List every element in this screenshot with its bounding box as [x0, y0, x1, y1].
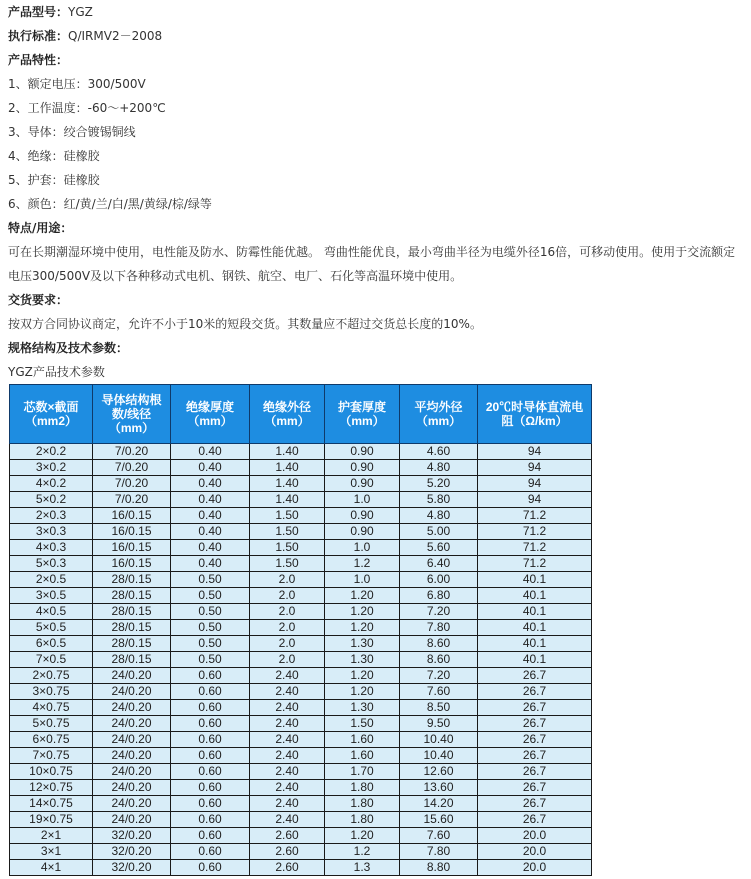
table-cell: 1.30: [325, 636, 400, 652]
usage-title: 特点/用途：: [8, 221, 73, 235]
spec-table: [9, 384, 592, 876]
table-cell: 16/0.15: [93, 508, 171, 524]
table-cell: 7.80: [400, 620, 478, 636]
table-cell: 24/0.20: [93, 668, 171, 684]
table-cell: 9.50: [400, 716, 478, 732]
table-cell: 26.7: [478, 812, 592, 828]
table-cell: 0.90: [325, 444, 400, 460]
table-cell: 0.50: [171, 572, 250, 588]
table-cell: 24/0.20: [93, 764, 171, 780]
table-cell: 0.50: [171, 588, 250, 604]
table-cell: 0.40: [171, 444, 250, 460]
table-cell: 24/0.20: [93, 716, 171, 732]
table-cell: 2×0.5: [10, 572, 93, 588]
table-cell: 40.1: [478, 572, 592, 588]
table-cell: 0.60: [171, 668, 250, 684]
table-cell: 0.60: [171, 860, 250, 876]
table-cell: 19×0.75: [10, 812, 93, 828]
table-cell: 0.50: [171, 620, 250, 636]
table-row: [10, 764, 592, 780]
table-cell: 7/0.20: [93, 492, 171, 508]
table-cell: 6.80: [400, 588, 478, 604]
standard-label: 执行标准：: [8, 29, 69, 43]
table-cell: 1.50: [250, 508, 325, 524]
features-title: 产品特性：: [8, 53, 69, 67]
table-row: [10, 684, 592, 700]
table-cell: 5×0.75: [10, 716, 93, 732]
table-cell: 1.40: [250, 444, 325, 460]
table-cell: 4.80: [400, 508, 478, 524]
table-cell: 3×0.75: [10, 684, 93, 700]
table-row: [10, 796, 592, 812]
header-conductor-structure: 导体结构根数/线径（mm）: [93, 385, 171, 444]
table-cell: 71.2: [478, 540, 592, 556]
table-cell: 0.60: [171, 764, 250, 780]
table-cell: 7/0.20: [93, 476, 171, 492]
delivery-title: 交货要求：: [8, 293, 69, 307]
table-row: [10, 476, 592, 492]
table-cell: 15.60: [400, 812, 478, 828]
feature-item: 1、额定电压：300/500V: [8, 77, 146, 91]
table-cell: 40.1: [478, 652, 592, 668]
table-cell: 0.40: [171, 508, 250, 524]
table-row: [10, 700, 592, 716]
table-cell: 1.0: [325, 572, 400, 588]
table-cell: 26.7: [478, 684, 592, 700]
table-cell: 1.20: [325, 604, 400, 620]
table-row: [10, 780, 592, 796]
table-cell: 5.60: [400, 540, 478, 556]
table-cell: 2.0: [250, 572, 325, 588]
table-row: [10, 812, 592, 828]
table-cell: 16/0.15: [93, 556, 171, 572]
table-cell: 4.80: [400, 460, 478, 476]
table-cell: 28/0.15: [93, 620, 171, 636]
table-cell: 1.50: [250, 540, 325, 556]
table-row: [10, 844, 592, 860]
table-cell: 26.7: [478, 780, 592, 796]
table-cell: 0.40: [171, 460, 250, 476]
table-row: [10, 652, 592, 668]
table-cell: 1.0: [325, 492, 400, 508]
table-cell: 2.40: [250, 732, 325, 748]
table-cell: 6×0.75: [10, 732, 93, 748]
table-cell: 24/0.20: [93, 700, 171, 716]
table-cell: 0.60: [171, 732, 250, 748]
table-cell: 1.20: [325, 828, 400, 844]
table-row: [10, 828, 592, 844]
table-cell: 1.50: [250, 524, 325, 540]
delivery-text: 按双方合同协议商定，允许不小于10米的短段交货。其数量应不超过交货总长度的10%。: [8, 317, 482, 331]
table-header-row: [10, 385, 592, 444]
table-row: [10, 460, 592, 476]
table-cell: 32/0.20: [93, 844, 171, 860]
table-cell: 1.40: [250, 460, 325, 476]
table-cell: 6.00: [400, 572, 478, 588]
table-cell: 0.50: [171, 636, 250, 652]
table-cell: 2.40: [250, 780, 325, 796]
table-cell: 12×0.75: [10, 780, 93, 796]
spec-title: 规格结构及技术参数：: [8, 341, 129, 355]
table-cell: 0.60: [171, 812, 250, 828]
table-cell: 2×0.75: [10, 668, 93, 684]
table-cell: 7.80: [400, 844, 478, 860]
header-insulation-diameter: 绝缘外径（mm）: [250, 385, 325, 444]
table-cell: 1.40: [250, 476, 325, 492]
table-cell: 2.40: [250, 748, 325, 764]
table-cell: 3×0.3: [10, 524, 93, 540]
table-row: [10, 444, 592, 460]
table-cell: 24/0.20: [93, 684, 171, 700]
table-cell: 94: [478, 460, 592, 476]
table-cell: 32/0.20: [93, 828, 171, 844]
table-cell: 5×0.2: [10, 492, 93, 508]
table-cell: 28/0.15: [93, 636, 171, 652]
table-cell: 5×0.3: [10, 556, 93, 572]
table-body: [10, 444, 592, 876]
table-cell: 0.60: [171, 844, 250, 860]
table-cell: 8.60: [400, 652, 478, 668]
table-cell: 4×0.2: [10, 476, 93, 492]
table-cell: 0.60: [171, 700, 250, 716]
table-cell: 26.7: [478, 668, 592, 684]
table-cell: 26.7: [478, 764, 592, 780]
table-cell: 4×0.3: [10, 540, 93, 556]
table-cell: 3×0.5: [10, 588, 93, 604]
table-row: [10, 620, 592, 636]
table-cell: 4×0.75: [10, 700, 93, 716]
table-cell: 40.1: [478, 588, 592, 604]
table-cell: 2.60: [250, 860, 325, 876]
table-cell: 5.20: [400, 476, 478, 492]
feature-item: 5、护套：硅橡胶: [8, 173, 100, 187]
table-cell: 8.50: [400, 700, 478, 716]
table-row: [10, 572, 592, 588]
table-cell: 2.40: [250, 764, 325, 780]
table-row: [10, 604, 592, 620]
header-cores-section: 芯数×截面（mm2）: [10, 385, 93, 444]
table-cell: 10.40: [400, 732, 478, 748]
table-cell: 1.0: [325, 540, 400, 556]
table-cell: 0.90: [325, 460, 400, 476]
table-row: [10, 588, 592, 604]
feature-item: 3、导体：绞合镀锡铜线: [8, 125, 136, 139]
table-cell: 1.60: [325, 748, 400, 764]
table-row: [10, 732, 592, 748]
table-cell: 20.0: [478, 844, 592, 860]
table-cell: 7.60: [400, 828, 478, 844]
table-cell: 5.80: [400, 492, 478, 508]
table-cell: 0.40: [171, 492, 250, 508]
table-cell: 10×0.75: [10, 764, 93, 780]
table-cell: 71.2: [478, 556, 592, 572]
standard-value: Q/IRMV2－2008: [68, 29, 163, 43]
table-cell: 1.20: [325, 588, 400, 604]
table-cell: 26.7: [478, 732, 592, 748]
table-cell: 14.20: [400, 796, 478, 812]
table-cell: 7.60: [400, 684, 478, 700]
feature-item: 6、颜色：红/黄/兰/白/黑/黄绿/棕/绿等: [8, 197, 212, 211]
standard-line: [8, 24, 751, 48]
table-cell: 1.20: [325, 620, 400, 636]
table-cell: 94: [478, 476, 592, 492]
table-cell: 2.40: [250, 684, 325, 700]
table-cell: 0.60: [171, 684, 250, 700]
table-cell: 1.20: [325, 668, 400, 684]
table-cell: 0.60: [171, 828, 250, 844]
table-cell: 5×0.5: [10, 620, 93, 636]
table-cell: 2.0: [250, 588, 325, 604]
table-cell: 6.40: [400, 556, 478, 572]
table-cell: 4×0.5: [10, 604, 93, 620]
table-cell: 26.7: [478, 716, 592, 732]
table-cell: 2.40: [250, 716, 325, 732]
table-cell: 0.60: [171, 796, 250, 812]
table-cell: 0.40: [171, 556, 250, 572]
table-cell: 0.60: [171, 780, 250, 796]
table-row: [10, 540, 592, 556]
table-cell: 26.7: [478, 796, 592, 812]
table-cell: 94: [478, 492, 592, 508]
table-cell: 7/0.20: [93, 460, 171, 476]
table-cell: 1.30: [325, 652, 400, 668]
table-cell: 1.80: [325, 796, 400, 812]
table-cell: 16/0.15: [93, 524, 171, 540]
table-cell: 3×0.2: [10, 460, 93, 476]
table-cell: 40.1: [478, 620, 592, 636]
table-cell: 12.60: [400, 764, 478, 780]
table-cell: 1.50: [250, 556, 325, 572]
table-cell: 1.20: [325, 684, 400, 700]
table-row: [10, 668, 592, 684]
table-cell: 20.0: [478, 860, 592, 876]
table-cell: 1.2: [325, 844, 400, 860]
table-cell: 71.2: [478, 524, 592, 540]
table-cell: 7.20: [400, 668, 478, 684]
table-caption: YGZ产品技术参数: [8, 365, 105, 379]
table-row: [10, 524, 592, 540]
table-cell: 2×1: [10, 828, 93, 844]
table-cell: 2.40: [250, 812, 325, 828]
table-cell: 14×0.75: [10, 796, 93, 812]
table-cell: 26.7: [478, 700, 592, 716]
table-cell: 2.60: [250, 844, 325, 860]
table-row: [10, 492, 592, 508]
table-cell: 2.0: [250, 636, 325, 652]
feature-item: 2、工作温度：-60～+200℃: [8, 101, 166, 115]
table-cell: 94: [478, 444, 592, 460]
table-cell: 10.40: [400, 748, 478, 764]
table-cell: 0.50: [171, 652, 250, 668]
table-cell: 0.90: [325, 508, 400, 524]
model-value: YGZ: [68, 5, 93, 19]
table-cell: 16/0.15: [93, 540, 171, 556]
table-cell: 7×0.5: [10, 652, 93, 668]
table-row: [10, 508, 592, 524]
table-cell: 0.50: [171, 604, 250, 620]
table-cell: 2.60: [250, 828, 325, 844]
table-cell: 7/0.20: [93, 444, 171, 460]
table-cell: 1.2: [325, 556, 400, 572]
header-average-diameter: 平均外径（mm）: [400, 385, 478, 444]
table-cell: 24/0.20: [93, 732, 171, 748]
table-cell: 40.1: [478, 604, 592, 620]
header-sheath-thickness: 护套厚度（mm）: [325, 385, 400, 444]
table-cell: 1.50: [325, 716, 400, 732]
table-cell: 13.60: [400, 780, 478, 796]
table-cell: 28/0.15: [93, 588, 171, 604]
table-row: [10, 636, 592, 652]
table-cell: 7.20: [400, 604, 478, 620]
table-cell: 0.40: [171, 476, 250, 492]
table-cell: 28/0.15: [93, 572, 171, 588]
table-cell: 6×0.5: [10, 636, 93, 652]
table-row: [10, 716, 592, 732]
table-cell: 2.0: [250, 620, 325, 636]
table-cell: 0.40: [171, 524, 250, 540]
table-cell: 20.0: [478, 828, 592, 844]
table-cell: 1.60: [325, 732, 400, 748]
table-cell: 24/0.20: [93, 812, 171, 828]
header-insulation-thickness: 绝缘厚度（mm）: [171, 385, 250, 444]
table-cell: 24/0.20: [93, 796, 171, 812]
table-cell: 28/0.15: [93, 604, 171, 620]
table-cell: 32/0.20: [93, 860, 171, 876]
table-cell: 1.40: [250, 492, 325, 508]
feature-item: 4、绝缘：硅橡胶: [8, 149, 100, 163]
table-cell: 0.60: [171, 716, 250, 732]
table-cell: 26.7: [478, 748, 592, 764]
table-cell: 24/0.20: [93, 780, 171, 796]
table-cell: 7×0.75: [10, 748, 93, 764]
table-cell: 5.00: [400, 524, 478, 540]
table-cell: 0.90: [325, 524, 400, 540]
table-row: [10, 556, 592, 572]
table-cell: 2.0: [250, 604, 325, 620]
table-cell: 1.80: [325, 812, 400, 828]
header-dc-resistance: 20℃时导体直流电阻（Ω/km）: [478, 385, 592, 444]
table-cell: 2×0.2: [10, 444, 93, 460]
table-cell: 2.40: [250, 668, 325, 684]
table-cell: 3×1: [10, 844, 93, 860]
table-cell: 1.30: [325, 700, 400, 716]
table-cell: 1.3: [325, 860, 400, 876]
model-line: [8, 0, 751, 24]
usage-text: 可在长期潮湿环境中使用，电性能及防水、防霉性能优越。 弯曲性能优良，最小弯曲半径为电缆外径16倍，可移动使用。使用于交流额定电压300/500V及以下各种移动式电机、钢铁、航空、电厂、石化等高温环境中使用。: [8, 245, 736, 283]
table-row: [10, 860, 592, 876]
table-cell: 2×0.3: [10, 508, 93, 524]
table-cell: 8.80: [400, 860, 478, 876]
table-cell: 1.70: [325, 764, 400, 780]
table-cell: 1.80: [325, 780, 400, 796]
table-cell: 8.60: [400, 636, 478, 652]
table-cell: 0.40: [171, 540, 250, 556]
table-cell: 28/0.15: [93, 652, 171, 668]
table-cell: 4×1: [10, 860, 93, 876]
model-label: 产品型号：: [8, 5, 69, 19]
table-cell: 71.2: [478, 508, 592, 524]
table-cell: 0.90: [325, 476, 400, 492]
table-cell: 4.60: [400, 444, 478, 460]
table-cell: 0.60: [171, 748, 250, 764]
table-cell: 2.40: [250, 796, 325, 812]
table-cell: 2.0: [250, 652, 325, 668]
table-cell: 40.1: [478, 636, 592, 652]
table-cell: 2.40: [250, 700, 325, 716]
table-row: [10, 748, 592, 764]
table-cell: 24/0.20: [93, 748, 171, 764]
